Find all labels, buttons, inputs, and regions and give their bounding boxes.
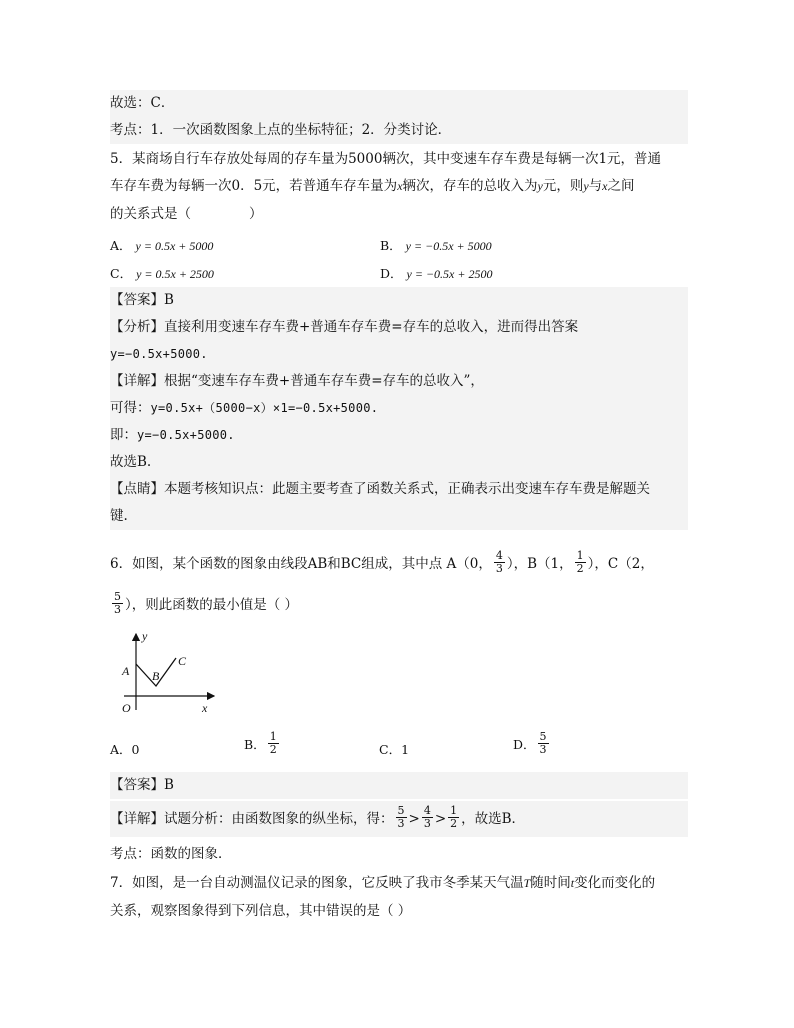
q5-answer: 【答案】B [110, 287, 688, 314]
q6-option-b-fraction: $\frac{1}{2}$ [269, 730, 277, 756]
y-axis-label: y [142, 629, 148, 643]
q4-kaodian: 考点：1．一次函数图象上点的坐标特征；2．分类讨论． [110, 117, 688, 144]
q5-choice: 故选B. [110, 449, 688, 476]
q6-stem-line1: 6．如图，某个函数的图象由线段AB和BC组成，其中点 A（0， $\frac{4}{3}$ ），B（1， $\frac{1}{2}$ ），C（2， [110, 549, 654, 575]
q6-stem-line2: $\frac{5}{3}$ ），则此函数的最小值是（ ） [114, 590, 299, 616]
q4-choice: 故选：C． [110, 90, 688, 117]
q6-option-d-fraction: $\frac{5}{3}$ [539, 730, 547, 756]
q6-answer: 【答案】B [110, 772, 688, 799]
q5-detail-line3: 即：y=−0.5x+5000. [110, 422, 688, 449]
point-c-label: C [178, 654, 187, 668]
q5-stem-line3: 的关系式是（ ） [110, 206, 263, 222]
q5-option-a: A． y = 0.5x + 5000 [110, 238, 214, 253]
q6-kaodian: 考点：函数的图象． [110, 846, 232, 862]
q5-option-d: D． y = −0.5x + 2500 [380, 266, 493, 281]
point-a-label: A [122, 664, 130, 678]
q5-stem-line2: 车存车费为每辆一次0．5元，若普通车存车量为x辆次，存车的总收入为y元，则y与x之间 [110, 178, 635, 194]
q5-analysis-formula: y=−0.5x+5000. [110, 341, 688, 368]
q5-comment-line1: 【点睛】本题考核知识点：此题主要考查了函数关系式，正确表示出变速车存车费是解题关 [110, 476, 688, 503]
x-axis-label: x [202, 701, 208, 715]
q6-detail: 【详解】试题分析：由函数图象的纵坐标，得： $\frac{5}{3}$ > $\frac{4}{3}$ > $\frac{1}{2}$ ，故选B． [110, 801, 688, 837]
q6-a-y-fraction: $\frac{4}{3}$ [495, 549, 503, 575]
q5-comment-line2: 键. [110, 503, 688, 530]
q6-option-c: C．1 [379, 742, 410, 757]
q5-analysis: 【分析】直接利用变速车存车费+普通车存车费=存车的总收入，进而得出答案 [110, 314, 688, 341]
q6-option-b: B． $\frac{1}{2}$ [244, 730, 277, 756]
q5-option-b: B． y = −0.5x + 5000 [380, 238, 492, 253]
q6-option-a: A．0 [110, 742, 140, 757]
q7-stem-line2: 关系，观察图象得到下列信息，其中错误的是（ ） [110, 903, 412, 919]
origin-label: O [122, 701, 131, 715]
q6-function-graph [112, 628, 222, 718]
q5-stem-line1: 5．某商场自行车存放处每周的存车量为5000辆次，其中变速车存车费是每辆一次1元，普通 [110, 151, 662, 167]
q7-stem-line1: 7．如图，是一台自动测温仪记录的图象，它反映了我市冬季某天气温T随时间t变化而变化的 [110, 875, 656, 891]
q6-c-y-fraction: $\frac{5}{3}$ [114, 590, 121, 616]
q5-option-c: C． y = 0.5x + 2500 [110, 266, 214, 281]
q6-b-y-fraction: $\frac{1}{2}$ [576, 549, 584, 575]
q6-option-d: D． $\frac{5}{3}$ [513, 730, 547, 756]
q5-detail-line2: 可得：y=0.5x+（5000−x）×1=−0.5x+5000. [110, 395, 688, 422]
q5-detail: 【详解】根据“变速车存车费+普通车存车费=存车的总收入”， [110, 368, 688, 395]
point-b-label: B [152, 669, 160, 683]
